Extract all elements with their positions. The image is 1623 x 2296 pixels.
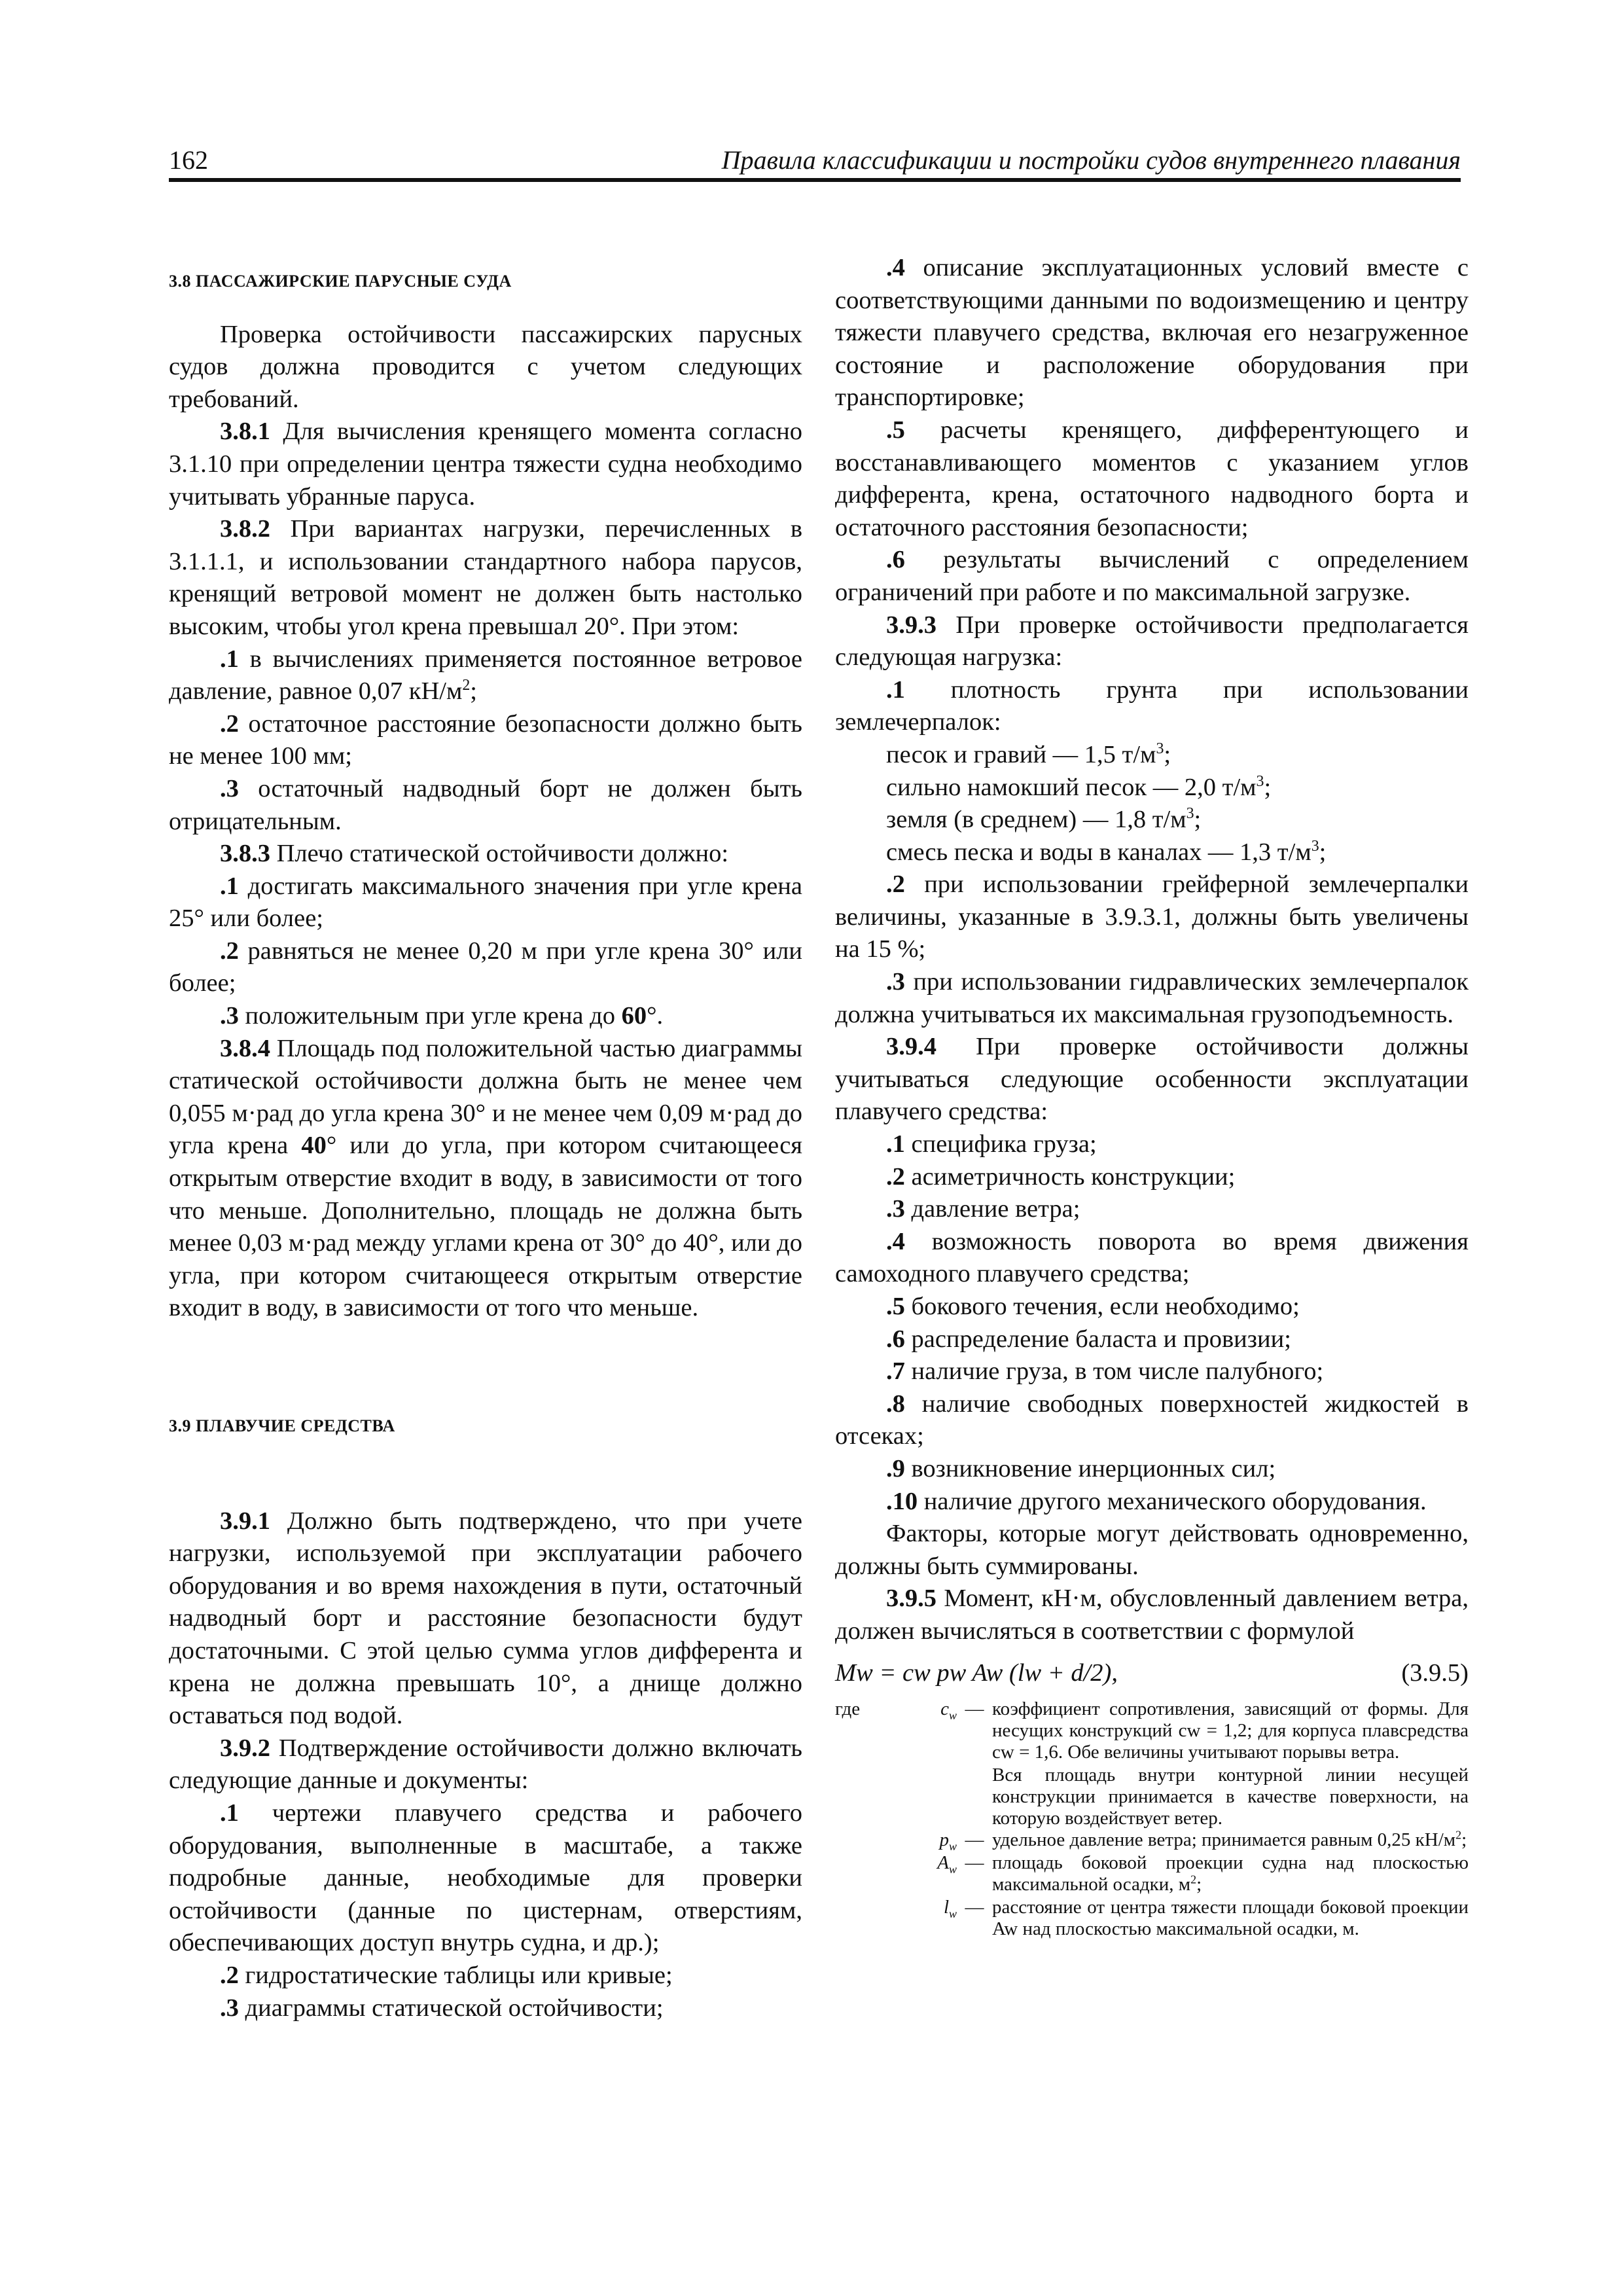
item-3-8-3-1: .1 достигать максимального значения при угле крена 25° или более; — [169, 872, 802, 933]
item-3-9-2-6: .6 результаты вычислений с определением ограничений при работе и по максимальной загрузке. — [835, 546, 1469, 606]
list-item: .5 бокового течения, если необходимо; — [886, 1293, 1300, 1320]
page-number: 162 — [169, 145, 208, 175]
formula-row — [835, 1657, 1469, 1690]
list-item: .9 возникновение инерционных сил; — [886, 1454, 1276, 1482]
soil-density-sand-water: смесь песка и воды в каналах — 1,3 $т/м^3$; — [886, 837, 1327, 866]
running-title: Правила классификации и постройки судов внутреннего плавания — [721, 145, 1461, 175]
definition-pw: $p_w$ — удельное давление ветра; принимается равным 0,25 $кН/м^2$; — [939, 1828, 1467, 1853]
paragraph-3-8-1: 3.8.1 Для вычисления кренящего момента согласно 3.1.10 при определении центра тяжести судна необходимо учитывать убранные паруса. — [169, 418, 802, 511]
formula-number: (3.9.5) — [1401, 1659, 1469, 1687]
section-gap — [169, 1325, 802, 1410]
list-item: .4 возможность поворота во время движения самоходного плавучего средства; — [835, 1227, 1469, 1288]
soil-density-sand-gravel: песок и гравий — 1,5 $т/м^3$; — [886, 740, 1171, 768]
definition-aw: $A_w$ — площадь боковой проекции судна над плоскостью максимальной осадки, $м^2$; — [937, 1852, 1469, 1895]
list-item: .2 асиметричность конструкции; — [886, 1162, 1236, 1191]
list-item: .8 наличие свободных поверхностей жидкостей в отсеках; — [835, 1390, 1469, 1450]
item-3-9-2-1: .1 чертежи плавучего средства и рабочего оборудования, выполненные в масштабе, а также подробные данные, необходимые для проверки остойчивости (данные по цистернам, отверстиям, обеспечивающих доступ внутрь судна, и др.); — [169, 1799, 802, 1957]
paragraph-3-8-2: 3.8.2 При вариантах нагрузки, перечисленных в 3.1.1.1, и использовании стандартного набора парусов, кренящий ветровой момент не должен быть настолько высоким, чтобы угол крена превышал 20°. При этом: — [169, 515, 802, 640]
section-title-3-9: 3.9 ПЛАВУЧИЕ СРЕДСТВА — [169, 1416, 395, 1435]
paragraph-3-9-5: 3.9.5 Момент, кН·м, обусловленный давлением ветра, должен вычисляться в соответствии с формулой — [835, 1585, 1469, 1645]
definition-cw-note: Вся площадь внутри контурной линии несущей конструкции принимается в качестве поверхности, на которую воздействует ветер. — [992, 1765, 1469, 1829]
formula-3-9-5: Mw = cw pw Aw (lw + d/2), — [835, 1659, 1118, 1687]
paragraph-3-9-2: 3.9.2 Подтверждение остойчивости должно включать следующие данные и документы: — [169, 1734, 802, 1795]
list-item: .6 распределение баласта и провизии; — [886, 1325, 1291, 1353]
item-3-8-2-2: .2 остаточное расстояние безопасности должно быть не менее 100 мм; — [169, 709, 802, 770]
section-title-3-8: 3.8 ПАССАЖИРСКИЕ ПАРУСНЫЕ СУДА — [169, 272, 512, 291]
item-3-9-2-5: .5 расчеты кренящего, дифферентующего и восстанавливающего моментов с указанием углов дифферента, крена, остаточного надводного борта и остаточного расстояния безопасности; — [835, 416, 1469, 541]
definition-lw: $l_w$ — расстояние от центра тяжести площади боковой проекции Aw над плоскостью максимальной осадки, м. — [943, 1897, 1469, 1940]
right-column — [835, 252, 1469, 1941]
item-3-8-3-2: .2 равняться не менее 0,20 м при угле крена 30° или более; — [169, 937, 802, 997]
paragraph-3-8-intro: Проверка остойчивости пассажирских парусных судов должна проводится с учетом следующих требований. — [169, 320, 802, 413]
paragraph-3-9-1: 3.9.1 Должно быть подтверждено, что при учете нагрузки, используемой при эксплуатации рабочего оборудования и во время нахождения в пути, остаточный надводный борт и расстояние безопасности будут достаточными. С этой целью сумма углов дифферента и крена не должна превышать 10°, а днище должно оставаться под водой. — [169, 1507, 802, 1730]
soil-density-wet-sand: сильно намокший песок — 2,0 $т/м^3$; — [886, 772, 1272, 801]
paragraph-3-8-3: 3.8.3 Плечо статической остойчивости должно: — [220, 840, 729, 868]
item-3-8-3-3: .3 положительным при угле крена до 60°. — [220, 1002, 664, 1030]
list-item: .3 давление ветра; — [886, 1195, 1080, 1223]
soil-density-earth: земля (в среднем) — 1,8 $т/м^3$; — [886, 805, 1202, 834]
item-3-9-3-1: .1 плотность грунта при использовании землечерпалок: — [835, 675, 1469, 736]
page-header — [169, 140, 1461, 182]
item-3-9-3-3: .3 при использовании гидравлических землечерпалок должна учитываться их максимальная грузоподъемность. — [835, 968, 1469, 1028]
definition-cw: где $c_w$ — коэффициент сопротивления, зависящий от формы. Для несущих конструкций cw = 1,2; для корпуса плавсредства cw = 1,6. Обе величины учитывают порывы ветра. — [835, 1698, 1469, 1763]
list-item: .7 наличие груза, в том числе палубного; — [886, 1357, 1324, 1386]
list-item: .1 специфика груза; — [886, 1130, 1097, 1158]
item-3-8-2-3: .3 остаточный надводный борт не должен быть отрицательным. — [169, 774, 802, 835]
paragraph-3-9-3: 3.9.3 При проверке остойчивости предполагается следующая нагрузка: — [835, 611, 1469, 672]
list-item: .10 наличие другого механического оборудования. — [886, 1487, 1427, 1515]
formula-definitions — [835, 1698, 1469, 1940]
paragraph-3-9-4: 3.9.4 При проверке остойчивости должны учитываться следующие особенности эксплуатации плавучего средства: — [835, 1033, 1469, 1126]
paragraph-3-8-4: 3.8.4 Площадь под положительной частью диаграммы статической остойчивости должна быть не менее чем 0,055 м·рад до угла крена 30° и не менее чем 0,09 м·рад до угла крена 40° или до угла, при котором считающееся открытым отверстие входит в воду, в зависимости от того что меньше. Дополнительно, площадь не должна быть менее 0,03 м·рад между углами крена от 30° до 40°, или до угла, при котором считающееся открытым отверстие входит в воду, в зависимости от того что меньше. — [169, 1034, 802, 1322]
item-3-8-2-1: .1 в вычислениях применяется постоянное ветровое давление, равное 0,07 $кН/м^2$; — [169, 645, 802, 706]
list-3-9-4 — [835, 1128, 1469, 1518]
header-rule — [169, 178, 1461, 182]
paragraph-factors: Факторы, которые могут действовать одновременно, должны быть суммированы. — [835, 1520, 1469, 1580]
item-3-9-2-2: .2 гидростатические таблицы или кривые; — [220, 1961, 673, 1989]
item-3-9-2-3: .3 диаграммы статической остойчивости; — [220, 1994, 664, 2022]
item-3-9-2-4: .4 описание эксплуатационных условий вместе с соответствующими данными по водоизмещению и центру тяжести плавучего средства, включая его незагруженное состояние и расположение оборудования при транспортировке; — [835, 254, 1469, 412]
item-3-9-3-2: .2 при использовании грейферной землечерпалки величины, указанные в 3.9.3.1, должны быть увеличены на 15 %; — [835, 870, 1469, 963]
left-column — [169, 252, 802, 2024]
